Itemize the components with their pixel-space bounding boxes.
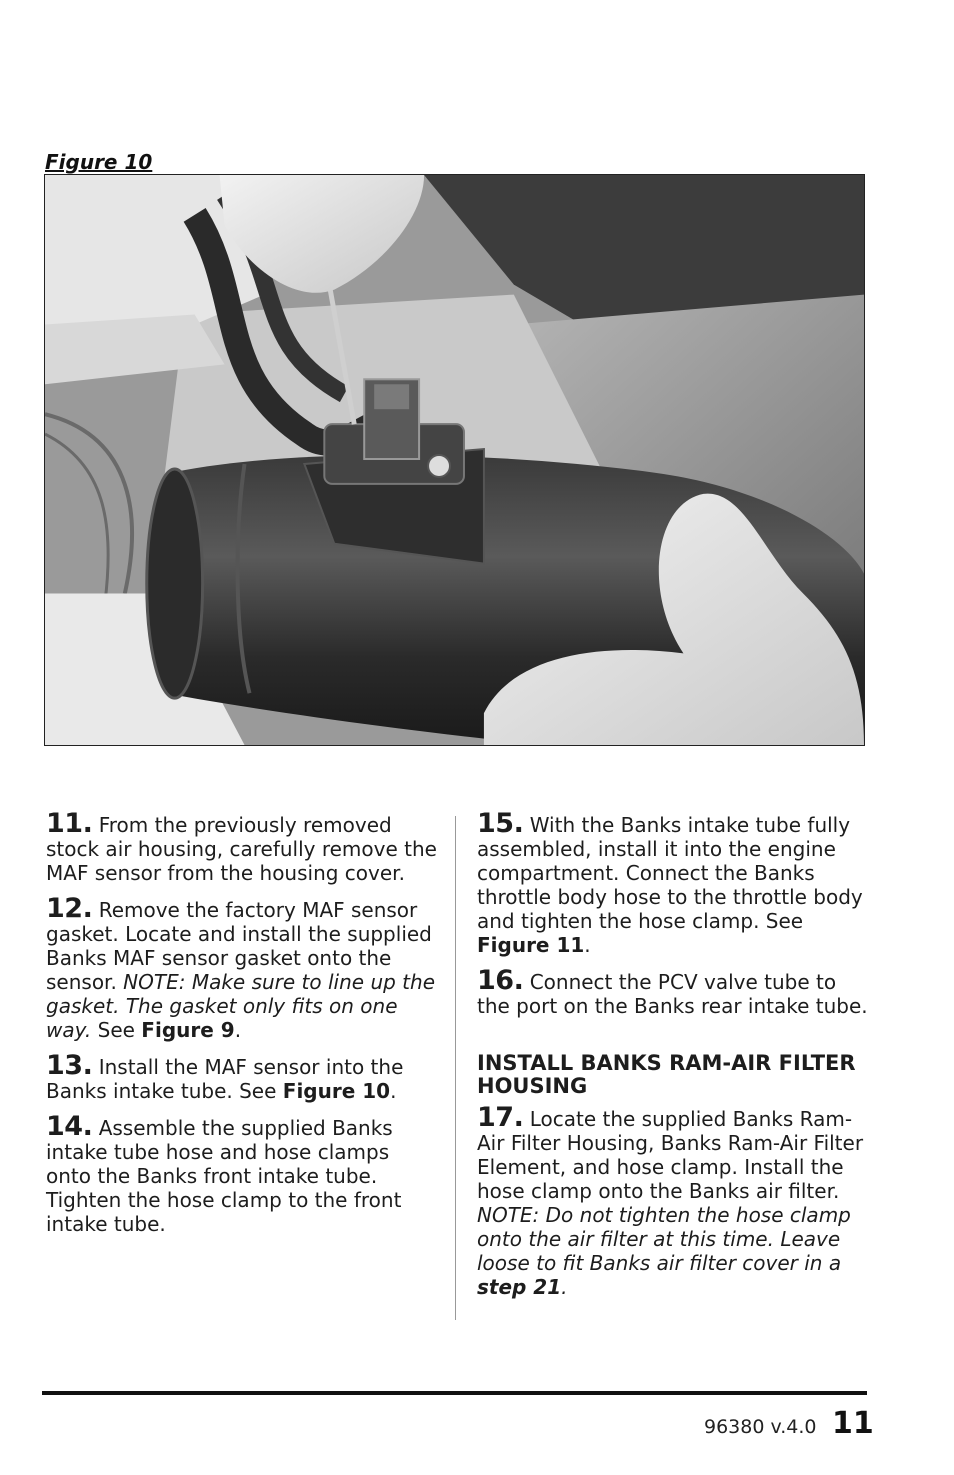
step-15 [477, 808, 872, 957]
step-number: 13. [46, 1050, 93, 1081]
step-number: 14. [46, 1111, 93, 1142]
step-17 [477, 1102, 872, 1299]
page-number: 11 [832, 1406, 874, 1441]
step-number: 17. [477, 1102, 524, 1133]
maf-sensor-photo [45, 175, 864, 745]
step-note: NOTE: Make sure to line up the gasket. The gasket only fits on one way. [46, 970, 435, 1042]
document-version: 96380 v.4.0 [704, 1416, 817, 1438]
step-number: 15. [477, 808, 524, 839]
step-text: Remove the factory MAF sensor gasket. Locate and install the supplied Banks MAF sensor gasket onto the sensor. [46, 898, 432, 994]
period: . [584, 933, 591, 957]
see-text: See [97, 1018, 135, 1042]
step-number: 12. [46, 893, 93, 924]
step-text: Connect the PCV valve tube to the port on the Banks rear intake tube. [477, 970, 868, 1018]
step-number: 11. [46, 808, 93, 839]
step-14 [46, 1111, 438, 1236]
period: . [234, 1018, 242, 1042]
step-note: NOTE: Do not tighten the hose clamp onto the air filter at this time. Leave loose to fit Banks air filter cover in a [477, 1203, 851, 1275]
figure-reference: Figure 10 [282, 1079, 391, 1103]
footer-rule [42, 1391, 867, 1395]
step-text: Locate the supplied Banks Ram-Air Filter Housing, Banks Ram-Air Filter Element, and hose clamp. Install the hose clamp onto the Banks air filter. [477, 1107, 864, 1203]
column-divider [455, 816, 456, 1320]
instructions-left-column [46, 808, 438, 1248]
figure-reference: Figure 11 [477, 933, 585, 957]
step-text: From the previously removed stock air housing, carefully remove the MAF sensor from the housing cover. [46, 813, 437, 885]
step-text: Install the MAF sensor into the Banks intake tube. See [46, 1055, 404, 1103]
instructions-right-column [477, 808, 872, 1311]
step-12 [46, 893, 438, 1042]
section-heading: INSTALL BANKS RAM-AIR FILTER HOUSING [477, 1051, 856, 1098]
step-number: 16. [477, 965, 524, 996]
step-13 [46, 1050, 438, 1103]
step-11 [46, 808, 438, 885]
period: . [390, 1079, 397, 1103]
period: . [561, 1275, 568, 1299]
figure-caption: Figure 10 [45, 150, 153, 174]
step-text: With the Banks intake tube fully assembled, install it into the engine compartment. Connect the Banks throttle body hose to the throttle body and tighten the hose clamp. See [477, 813, 863, 933]
figure-reference: Figure 9 [141, 1018, 235, 1042]
step-text: Assemble the supplied Banks intake tube hose and hose clamps onto the Banks front intake tube. Tighten the hose clamp to the front intake tube. [46, 1116, 402, 1236]
figure-photo [44, 174, 865, 746]
step-reference: step 21 [477, 1275, 562, 1299]
step-16 [477, 965, 872, 1018]
